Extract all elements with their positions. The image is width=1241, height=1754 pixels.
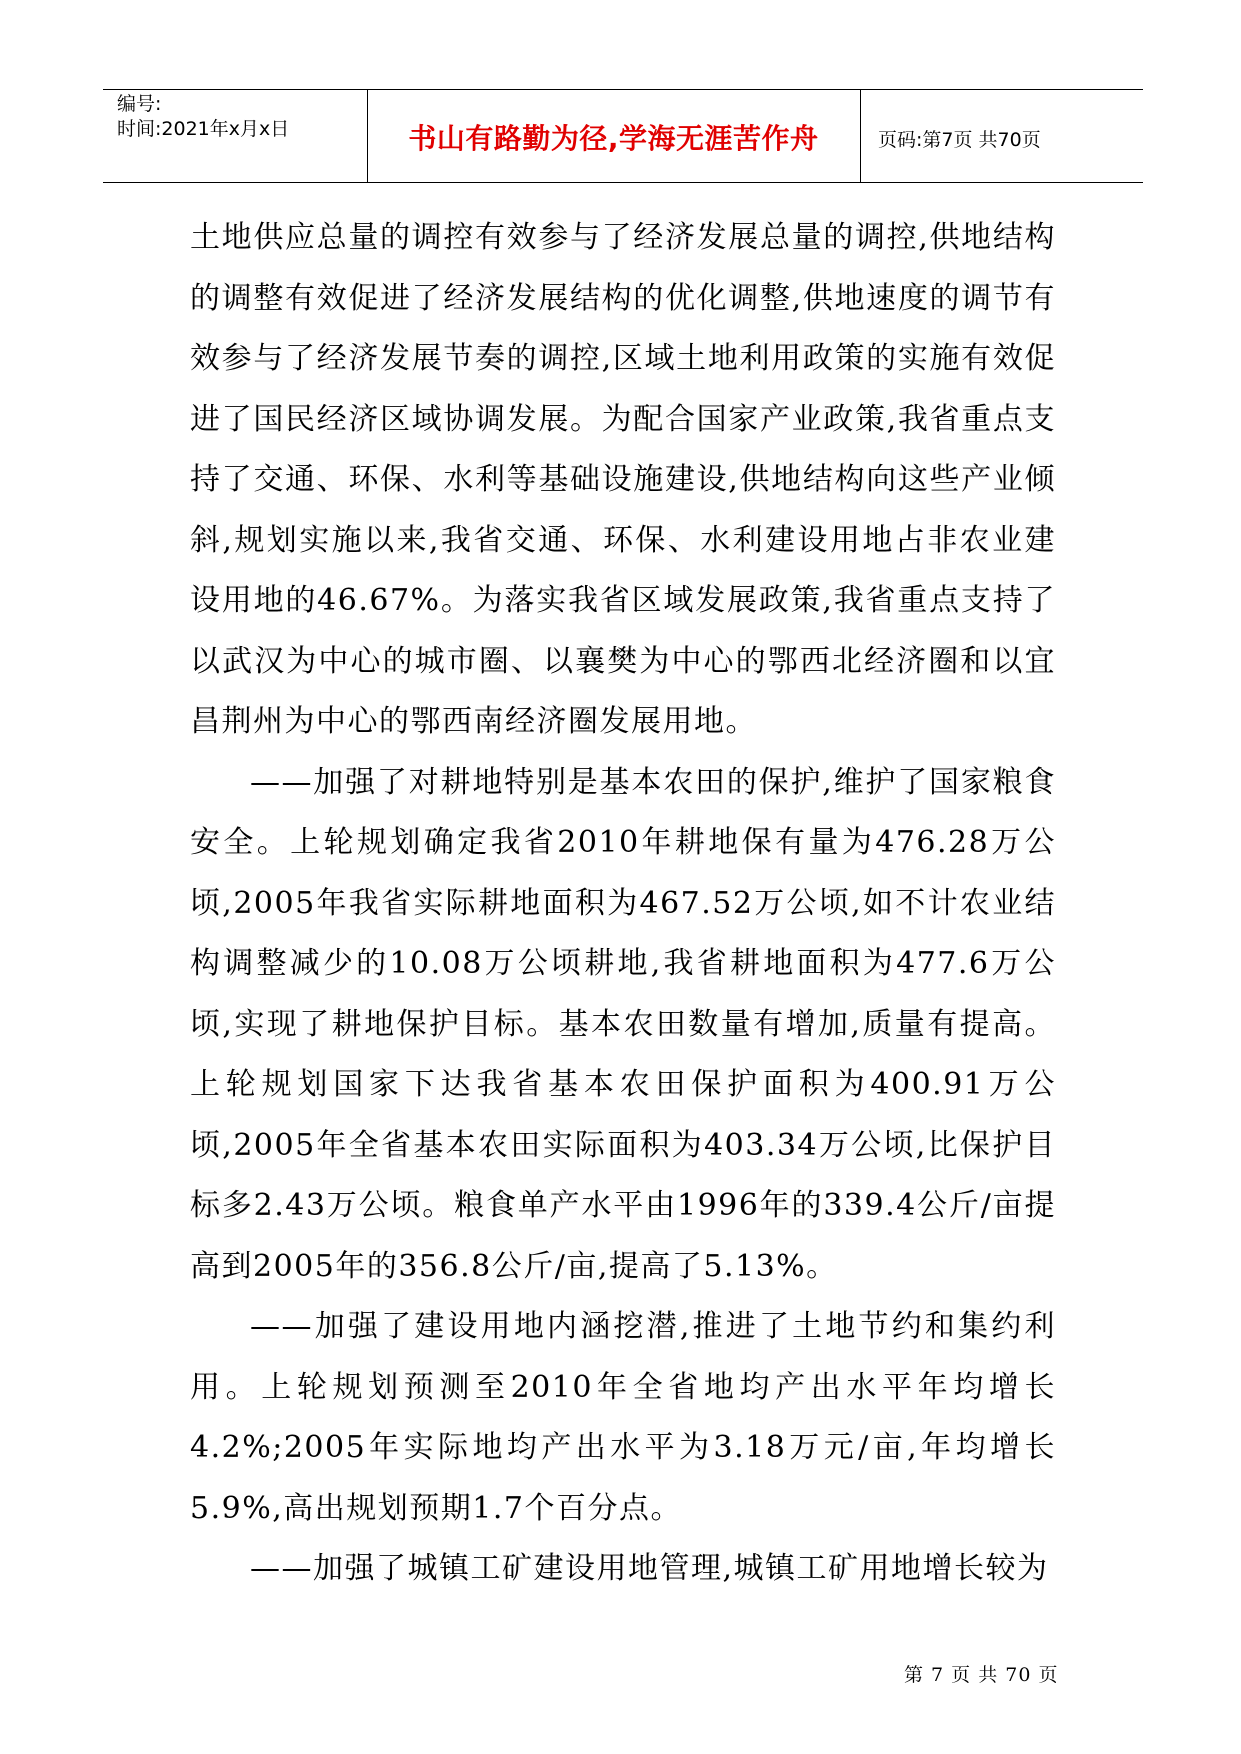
document-body (190, 208, 1056, 1600)
page-footer: 第 7 页 共 70 页 (904, 1664, 1059, 1686)
page-header (103, 89, 1143, 183)
paragraph: ——加强了建设用地内涵挖潜,推进了土地节约和集约利用。上轮规划预测至2010年全省地均产出水平年均增长4.2%;2005年实际地均产出水平为3.18万元/亩,年均增长5.9%,高出规划预期1.7个百分点。 (190, 1309, 1056, 1526)
header-motto: 书山有路勤为径,学海无涯苦作舟 (408, 122, 819, 155)
paragraph: ——加强了城镇工矿建设用地管理,城镇工矿用地增长较为 (250, 1551, 1049, 1586)
header-number-label: 编号: (117, 93, 162, 115)
header-page-info: 页码:第7页 共70页 (878, 129, 1041, 151)
header-date-label: 时间:2021年x月x日 (117, 118, 290, 140)
paragraph: ——加强了对耕地特别是基本农田的保护,维护了国家粮食安全。上轮规划确定我省2010年耕地保有量为476.28万公顷,2005年我省实际耕地面积为467.52万公顷,如不计农业结构调整减少的10.08万公顷耕地,我省耕地面积为477.6万公顷,实现了耕地保护目标。基本农田数量有增加,质量有提高。上轮规划国家下达我省基本农田保护面积为400.91万公顷,2005年全省基本农田实际面积为403.34万公顷,比保护目标多2.43万公顷。粮食单产水平由1996年的339.4公斤/亩提高到2005年的356.8公斤/亩,提高了5.13%。 (190, 764, 1056, 1284)
header-divider (860, 90, 861, 182)
paragraph: 土地供应总量的调控有效参与了经济发展总量的调控,供地结构的调整有效促进了经济发展结构的优化调整,供地速度的调节有效参与了经济发展节奏的调控,区域土地利用政策的实施有效促进了国民经济区域协调发展。为配合国家产业政策,我省重点支持了交通、环保、水利等基础设施建设,供地结构向这些产业倾斜,规划实施以来,我省交通、环保、水利建设用地占非农业建设用地的46.67%。为落实我省区域发展政策,我省重点支持了以武汉为中心的城市圈、以襄樊为中心的鄂西北经济圈和以宜昌荆州为中心的鄂西南经济圈发展用地。 (190, 220, 1056, 739)
